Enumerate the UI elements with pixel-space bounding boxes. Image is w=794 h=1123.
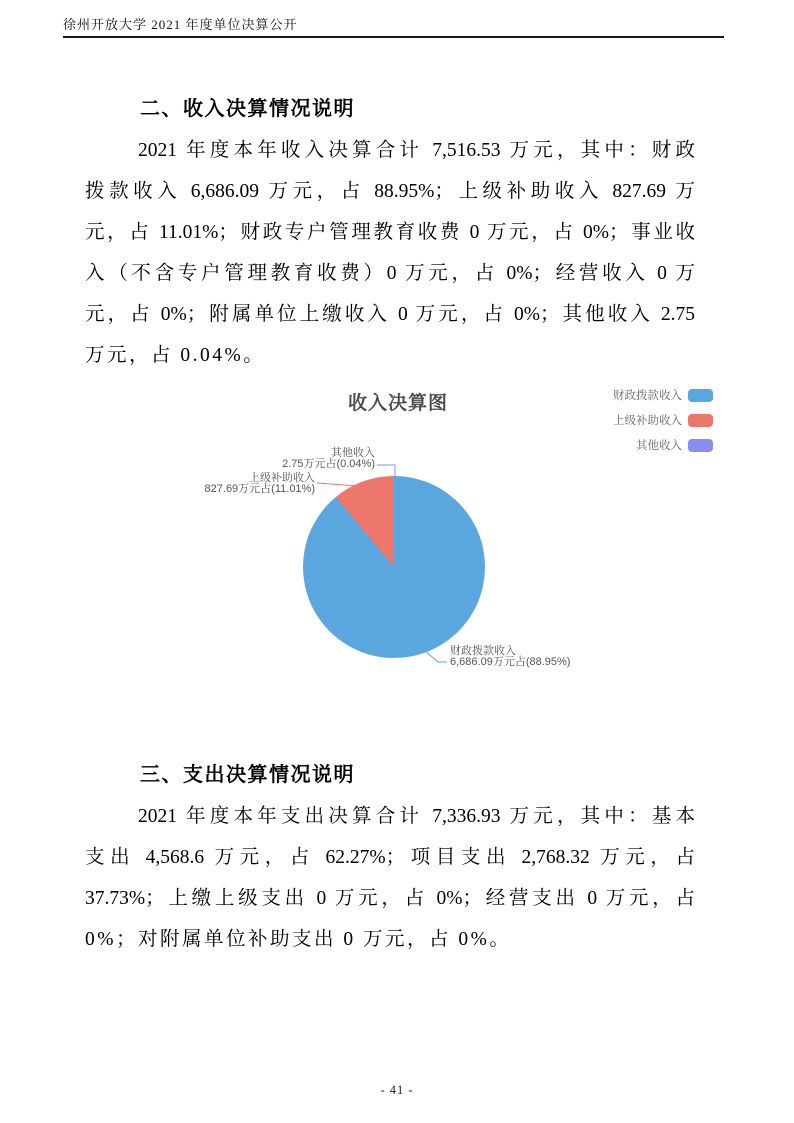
section-heading-income: 二、收入决算情况说明 (140, 98, 355, 120)
paragraph-line: 元，占 0%；附属单位上缴收入 0 万元，占 0%；其他收入 2.75 (85, 304, 695, 325)
income-pie-chart (63, 380, 731, 692)
legend-swatch-icon (688, 439, 713, 452)
paragraph-line: 拨款收入 6,686.09 万元，占 88.95%；上级补助收入 827.69 万 (85, 181, 695, 202)
callout-label: 上级补助收入 (249, 472, 315, 484)
header-rule (63, 36, 724, 38)
legend-label: 上级补助收入 (613, 415, 682, 427)
paragraph-line: 37.73%；上缴上级支出 0 万元，占 0%；经营支出 0 万元，占 (85, 888, 695, 909)
legend-swatch-icon (688, 414, 713, 427)
legend-swatch-icon (688, 389, 713, 402)
legend-item-caizheng (493, 388, 713, 402)
paragraph-line: 入（不含专户管理教育收费）0 万元，占 0%；经营收入 0 万 (85, 263, 695, 284)
legend-label: 财政拨款收入 (613, 390, 682, 402)
expense-paragraph (85, 796, 695, 960)
callout-other-income (213, 448, 375, 470)
callout-value: 827.69万元占(11.01%) (204, 483, 315, 495)
income-paragraph (85, 130, 695, 376)
callout-label: 其他收入 (331, 447, 375, 459)
paragraph-line: 支出 4,568.6 万元，占 62.27%；项目支出 2,768.32 万元，占 (85, 847, 695, 868)
paragraph-line: 2021 年度本年支出决算合计 7,336.93 万元，其中：基本 (138, 806, 695, 827)
paragraph-line: 元，占 11.01%；财政专户管理教育收费 0 万元，占 0%；事业收 (85, 222, 695, 243)
paragraph-line: 万元，占 0.04%。 (85, 345, 266, 366)
legend-label: 其他收入 (636, 440, 682, 452)
callout-value: 6,686.09万元占(88.95%) (450, 656, 571, 668)
callout-value: 2.75万元占(0.04%) (282, 458, 375, 470)
callout-fiscal-appropriation (450, 646, 630, 668)
page-header-title: 徐州开放大学 2021 年度单位决算公开 (63, 17, 298, 32)
chart-title: 收入决算图 (348, 393, 449, 414)
callout-label: 财政拨款收入 (450, 645, 516, 657)
chart-legend (493, 388, 713, 463)
legend-item-shangji (493, 413, 713, 427)
paragraph-line: 0%；对附属单位补助支出 0 万元，占 0%。 (85, 929, 512, 950)
legend-item-qita (493, 438, 713, 452)
pie-graphic (303, 476, 485, 658)
page-number: - 41 - (380, 1083, 414, 1097)
paragraph-line: 2021 年度本年收入决算合计 7,516.53 万元，其中：财政 (138, 140, 695, 161)
leader-line-fiscal (425, 651, 447, 662)
callout-superior-subsidy (153, 473, 315, 495)
section-heading-expense: 三、支出决算情况说明 (140, 764, 355, 786)
